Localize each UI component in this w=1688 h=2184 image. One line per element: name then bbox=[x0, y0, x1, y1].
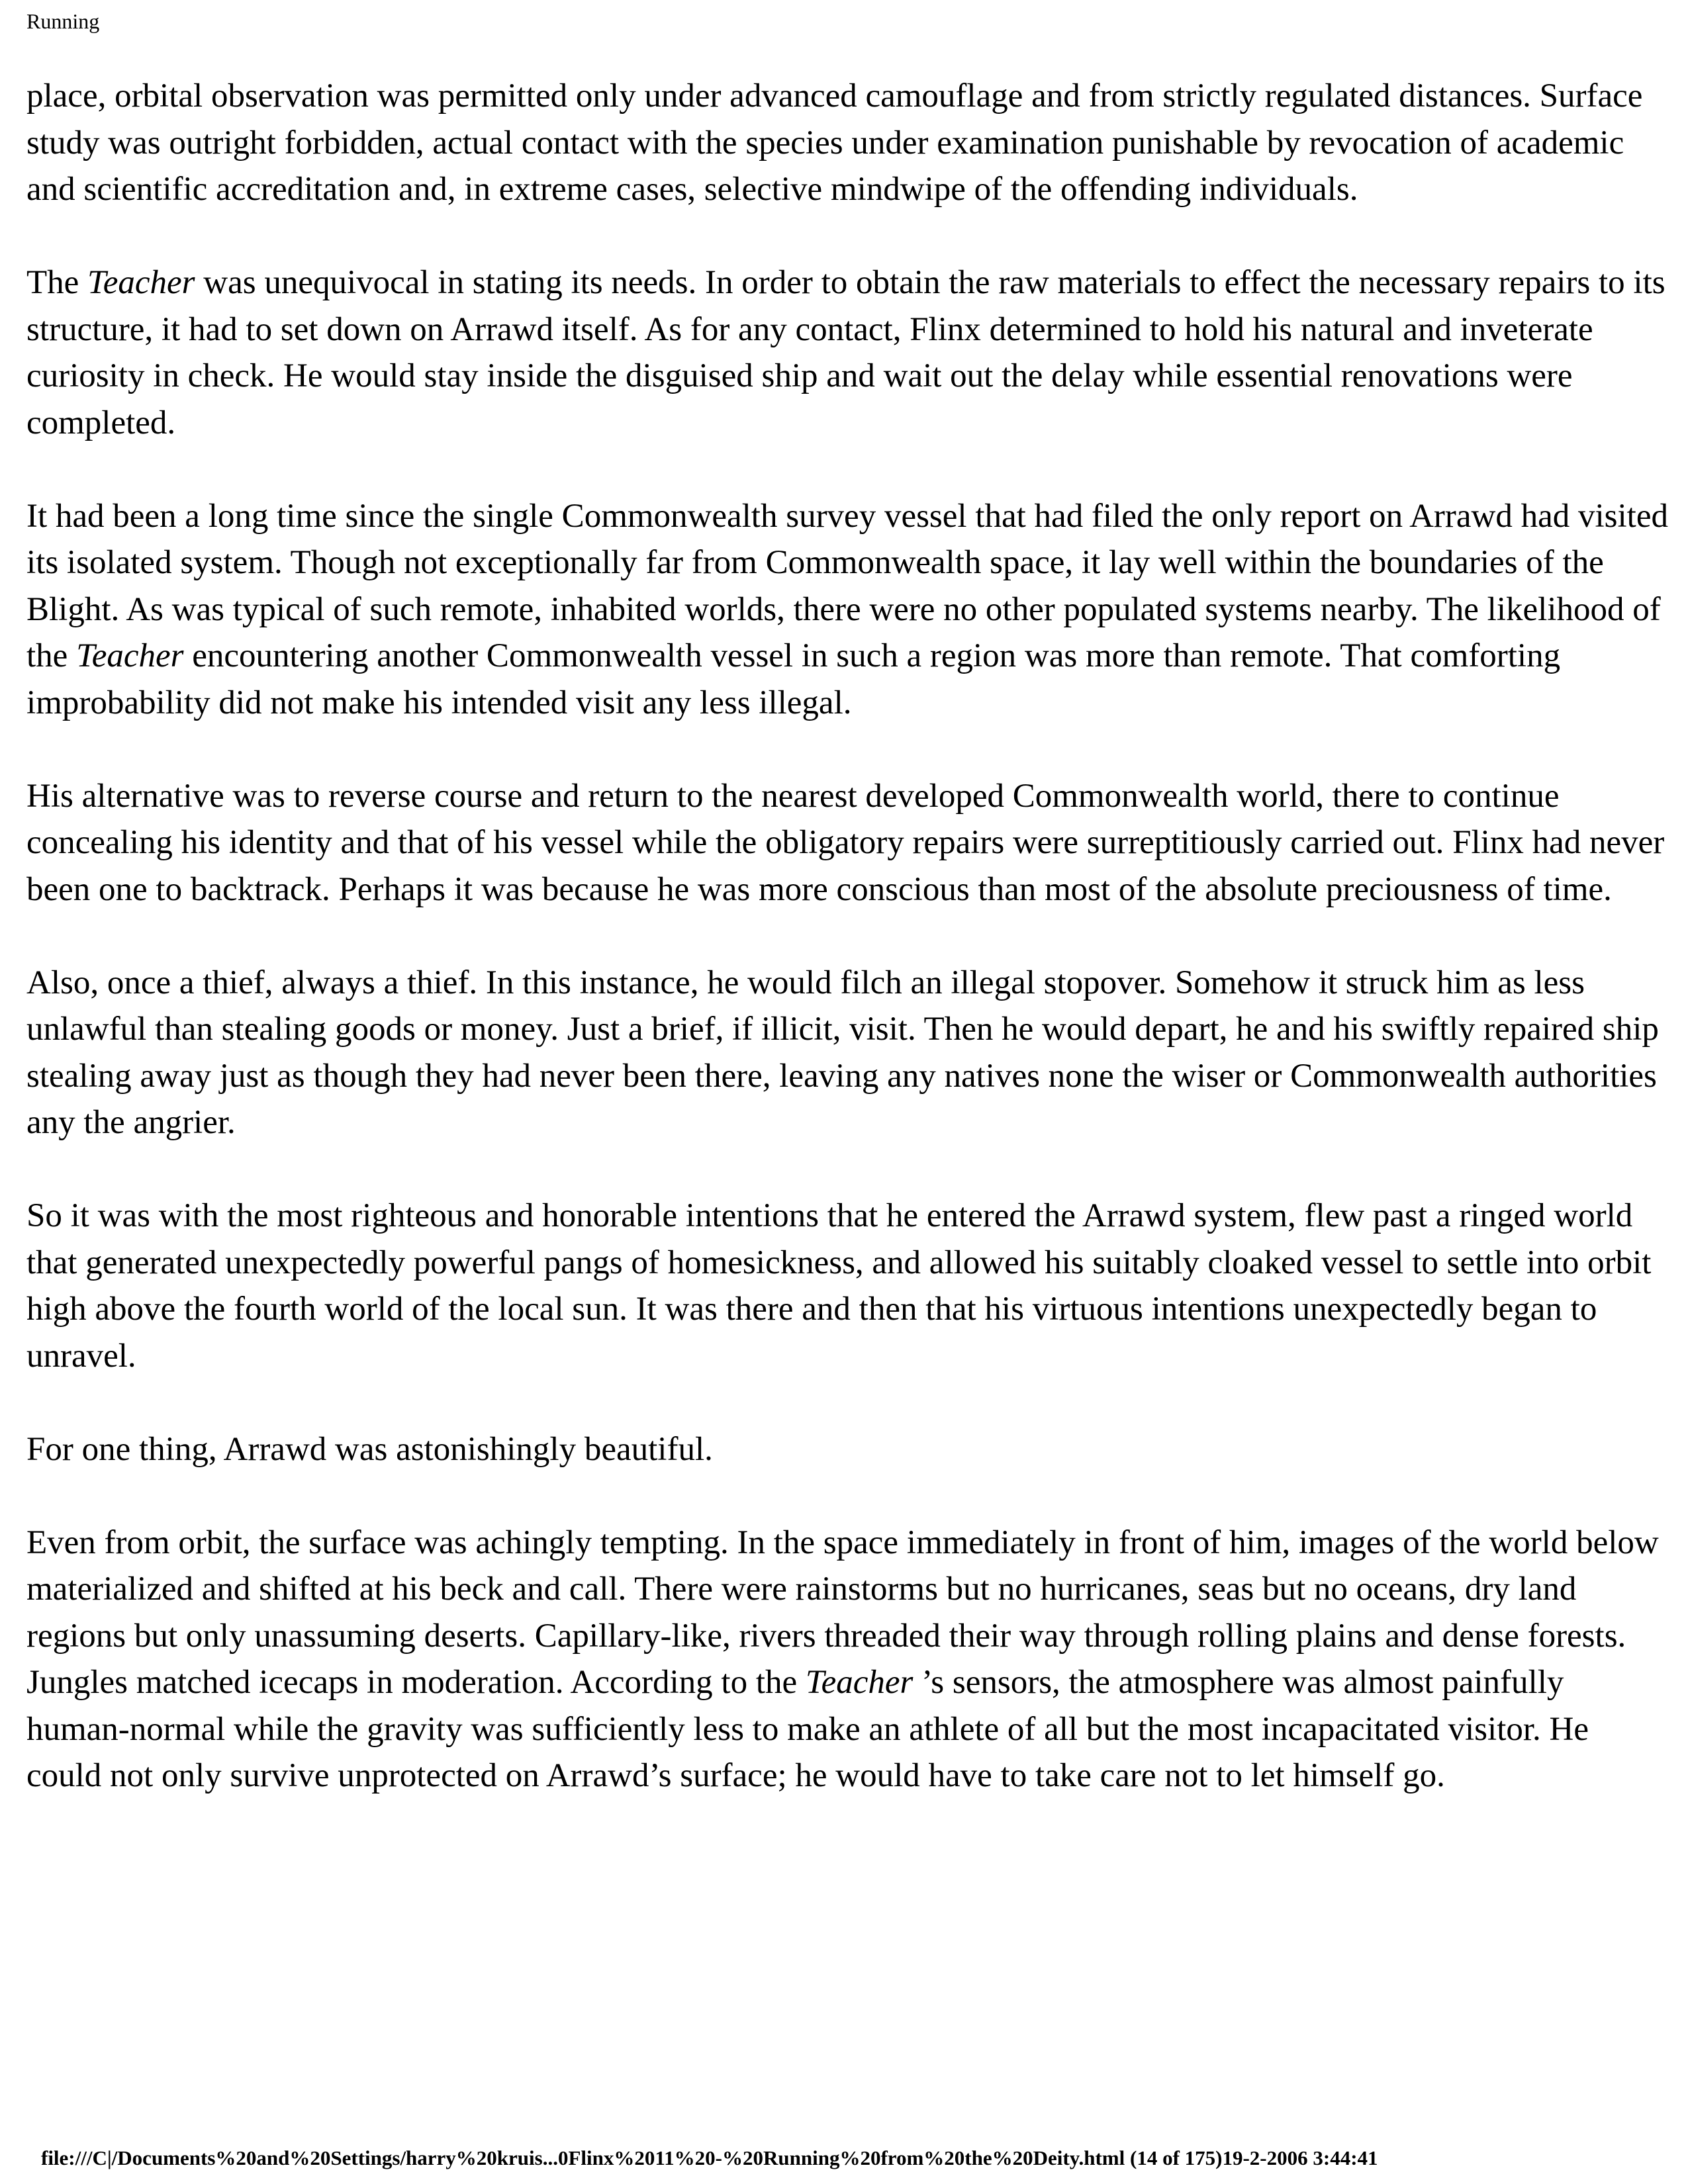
italic-ship-name: Teacher bbox=[87, 264, 195, 301]
paragraph-5 bbox=[26, 960, 1668, 1146]
text-segment: Even from orbit, the surface was achingly tempting. In the space immediately in front of him, images of the world below materialized and shifted at his beck and call. There were rainstorms but no hurricanes, seas but no oceans, dry land regions but only unassuming deserts. Capillary-like, rivers threaded their way through rolling plains and dense forests. Jungles matched icecaps in moderation. According to the bbox=[26, 1524, 1659, 1701]
text-segment: was unequivocal in stating its needs. In order to obtain the raw materials to effect the necessary repairs to its structure, it had to set down on Arrawd itself. As for any contact, Flinx determined to hold his natural and inveterate curiosity in check. He would stay inside the disguised ship and wait out the delay while essential renovations were completed. bbox=[26, 264, 1665, 441]
text-segment: For one thing, Arrawd was astonishingly beautiful. bbox=[26, 1430, 713, 1468]
text-segment: place, orbital observation was permitted only under advanced camouflage and from strictly regulated distances. Surface study was outright forbidden, actual contact with the species under examination punishable by revocation of academic and scientific accreditation and, in extreme cases, selective mindwipe of the offending individuals. bbox=[26, 77, 1643, 208]
text-segment: encountering another Commonwealth vessel in such a region was more than remote. That comforting improbability did not make his intended visit any less illegal. bbox=[26, 637, 1561, 721]
text-segment: The bbox=[26, 264, 88, 301]
book-text bbox=[26, 73, 1668, 1799]
paragraph-6 bbox=[26, 1193, 1668, 1379]
paragraph-3 bbox=[26, 493, 1668, 727]
file-path-footer: file:///C|/Documents%20and%20Settings/harry%20kruis...0Flinx%2011%20-%20Running%20from%20the%20Deity.html (14 of 175)19-2-2006 3:44:41 bbox=[41, 2146, 1378, 2169]
text-segment: ’s sensors, the atmosphere was almost painfully human-normal while the gravity was sufficiently less to make an athlete of all but the most incapacitated visitor. He could not only survive unprotected on Arrawd’s surface; he would have to take care not to let himself go. bbox=[26, 1664, 1589, 1794]
page-header: Running bbox=[26, 9, 100, 33]
paragraph-8 bbox=[26, 1520, 1668, 1799]
paragraph-1 bbox=[26, 73, 1668, 213]
italic-ship-name: Teacher bbox=[76, 637, 184, 674]
paragraph-7 bbox=[26, 1426, 1668, 1473]
italic-ship-name: Teacher bbox=[805, 1664, 914, 1701]
text-segment: His alternative was to reverse course and return to the nearest developed Commonwealth world, there to continue concealing his identity and that of his vessel while the obligatory repairs were surreptitiously carried out. Flinx had never been one to backtrack. Perhaps it was because he was more conscious than most of the absolute preciousness of time. bbox=[26, 777, 1665, 908]
paragraph-4 bbox=[26, 773, 1668, 913]
text-segment: So it was with the most righteous and honorable intentions that he entered the Arrawd system, flew past a ringed world that generated unexpectedly powerful pangs of homesickness, and allowed his suitably cloaked vessel to settle into orbit high above the fourth world of the local sun. It was there and then that his virtuous intentions unexpectedly began to unravel. bbox=[26, 1197, 1652, 1375]
paragraph-2 bbox=[26, 259, 1668, 446]
text-segment: It had been a long time since the single Commonwealth survey vessel that had filed the only report on Arrawd had visited its isolated system. Though not exceptionally far from Commonwealth space, it lay well within the boundaries of the Blight. As was typical of such remote, inhabited worlds, there were no other populated systems nearby. The likelihood of the bbox=[26, 497, 1668, 674]
text-segment: Also, once a thief, always a thief. In this instance, he would filch an illegal stopover. Somehow it struck him as less unlawful than stealing goods or money. Just a brief, if illicit, visit. Then he would depart, he and his swiftly repaired ship stealing away just as though they had never been there, leaving any natives none the wiser or Commonwealth authorities any the angrier. bbox=[26, 964, 1659, 1141]
